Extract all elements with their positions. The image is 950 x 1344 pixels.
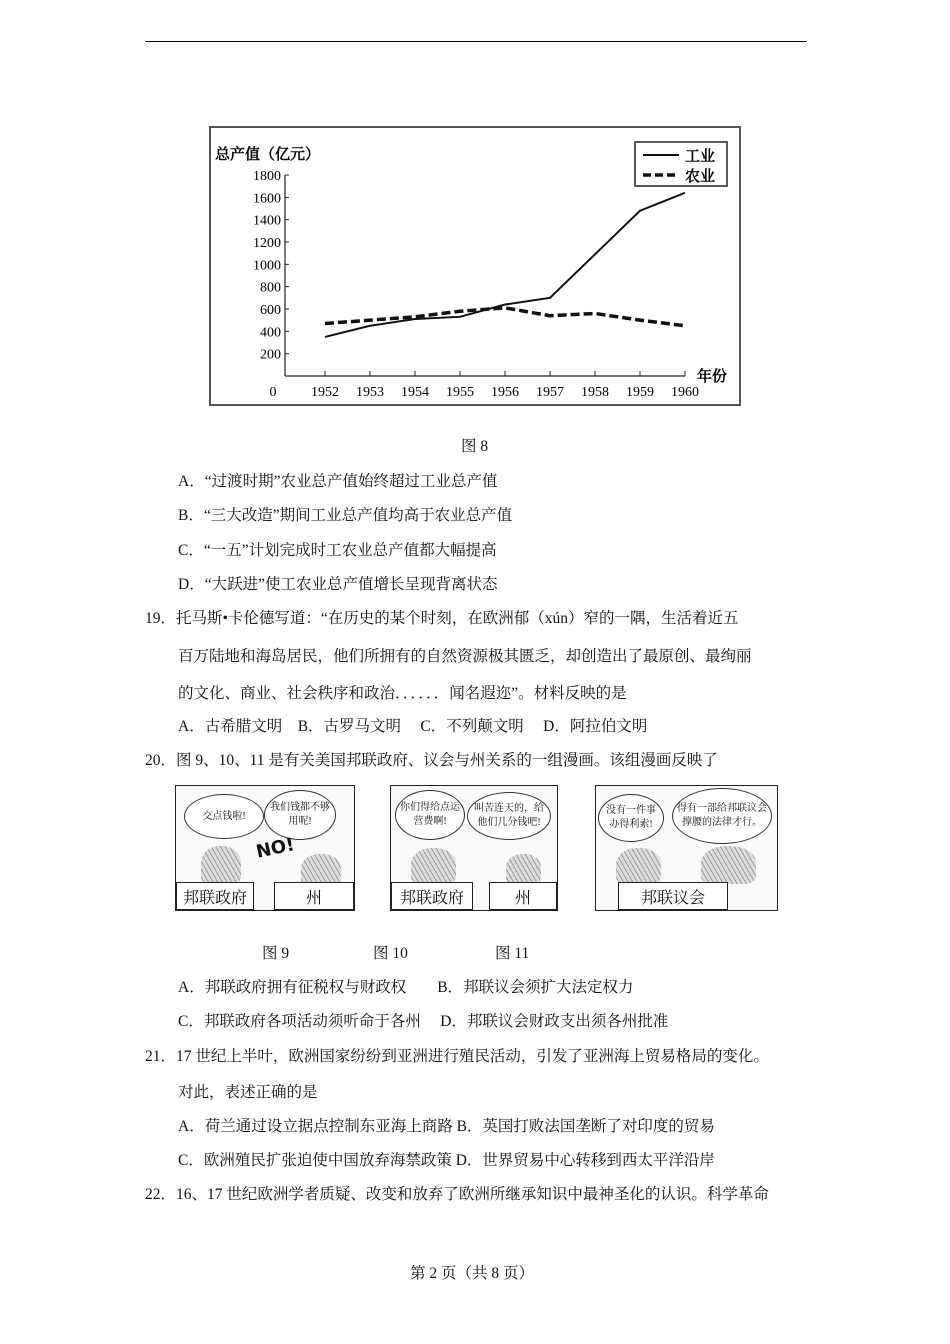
- legend-label: 工业: [685, 149, 716, 165]
- series-line-industry: [325, 193, 685, 337]
- speech-bubble: 得有一部给邦联议会撑腰的法律才行。: [672, 788, 772, 844]
- x-tick-label: 1954: [401, 385, 429, 400]
- question-20-stem: 20．图 9、10、11 是有关美国邦联政府、议会与州关系的一组漫画。该组漫画反映了: [145, 752, 718, 769]
- x-tick-label: 1959: [626, 385, 654, 400]
- character-figure: [701, 846, 756, 884]
- option-b: B．“三大改造”期间工业总产值均高于农业总产值: [178, 507, 513, 524]
- y-tick-label: 600: [260, 303, 281, 318]
- x-tick-label: 1955: [446, 385, 474, 400]
- question-19-options: A．古希腊文明 B．古罗马文明 C．不列颠文明 D．阿拉伯文明: [178, 718, 648, 735]
- character-figure: [616, 848, 661, 884]
- option-d: D．“大跃进”使工农业总产值增长呈现背离状态: [178, 576, 498, 593]
- x-tick-label: 1952: [311, 385, 339, 400]
- page-footer: 第 2 页（共 8 页）: [410, 1265, 535, 1282]
- y-tick-label: 1000: [253, 258, 281, 274]
- speech-bubble: 你们得给点运营费啊!: [395, 790, 465, 840]
- y-tick-label: 1600: [253, 191, 281, 207]
- y-tick-label: 1800: [253, 169, 281, 184]
- shout-text: NO!: [254, 834, 297, 863]
- label-confederation-congress: 邦联议会: [618, 882, 728, 910]
- chart-svg: [211, 128, 739, 404]
- header-rule: [145, 41, 807, 42]
- comic-figure-10: [390, 785, 558, 911]
- comic-figure-9: [175, 785, 355, 911]
- comic-figure-11: [595, 785, 778, 911]
- comic-caption: 图 11: [495, 945, 530, 962]
- x-tick-label: 1958: [581, 385, 609, 400]
- question-21-line: 对此，表述正确的是: [178, 1084, 318, 1101]
- speech-bubble: 我们钱都不够用呢!: [264, 790, 336, 840]
- question-21-options: A．荷兰通过设立据点控制东亚海上商路 B．英国打败法国垄断了对印度的贸易: [178, 1118, 715, 1135]
- question-21-options: C．欧洲殖民扩张迫使中国放弃海禁政策 D．世界贸易中心转移到西太平洋沿岸: [178, 1152, 715, 1169]
- y-tick-label: 1200: [253, 236, 281, 251]
- speech-bubble: 交点钱啦!: [184, 794, 264, 839]
- label-state: 州: [489, 882, 557, 910]
- question-21-line: 21．17 世纪上半叶，欧洲国家纷纷到亚洲进行殖民活动，引发了亚洲海上贸易格局的变化。: [145, 1048, 769, 1065]
- question-22-line: 22．16、17 世纪欧洲学者质疑、改变和放弃了欧洲所继承知识中最神圣化的认识。科学革命: [145, 1186, 769, 1203]
- figure-caption: 图 8: [461, 438, 489, 455]
- character-figure: [201, 846, 241, 884]
- question-19-line: 百万陆地和海岛居民，他们所拥有的自然资源极其匮乏，却创造出了最原创、最绚丽: [178, 648, 752, 665]
- line-chart: [209, 126, 741, 406]
- comic-caption: 图 9: [262, 945, 290, 962]
- y-tick-label: 800: [260, 280, 281, 296]
- speech-bubble: 没有一件事办得利索!: [598, 794, 664, 842]
- x-axis-title: 年份: [697, 369, 728, 385]
- option-c: C．“一五”计划完成时工农业总产值都大幅提高: [178, 542, 497, 559]
- character-figure: [411, 848, 456, 884]
- character-figure: [506, 854, 541, 884]
- y-tick-label: 1400: [253, 213, 281, 229]
- y-axis-title: 总产值（亿元）: [215, 147, 321, 163]
- question-20-options: A．邦联政府拥有征税权与财政权 B．邦联议会须扩大法定权力: [178, 979, 634, 996]
- y-tick-label: 400: [260, 325, 281, 341]
- x-tick-label: 1956: [491, 385, 519, 400]
- label-federal-government: 邦联政府: [176, 882, 254, 910]
- comic-caption: 图 10: [373, 945, 408, 962]
- question-19-line: 的文化、商业、社会秩序和政治．．．．．．闻名遐迩”。材料反映的是: [178, 685, 627, 702]
- x-tick-label: 1960: [671, 385, 699, 400]
- y-tick-label: 200: [260, 347, 281, 363]
- label-federal-government: 邦联政府: [391, 882, 473, 910]
- legend-label: 农业: [685, 169, 716, 185]
- speech-bubble: 叫苦连天的，给他们几分钱吧!: [467, 792, 551, 840]
- question-19-line: 19．托马斯•卡伦德写道：“在历史的某个时刻，在欧洲郁（xún）窄的一隅，生活着近五: [145, 610, 739, 627]
- question-20-options: C．邦联政府各项活动须听命于各州 D．邦联议会财政支出须各州批准: [178, 1013, 669, 1030]
- series-line-agriculture: [325, 308, 685, 326]
- x-tick-label: 1953: [356, 385, 384, 400]
- x-tick-label: 1957: [536, 385, 564, 400]
- label-state: 州: [274, 882, 354, 910]
- y-tick-label: 0: [269, 385, 277, 400]
- option-a: A．“过渡时期”农业总产值始终超过工业总产值: [178, 473, 498, 490]
